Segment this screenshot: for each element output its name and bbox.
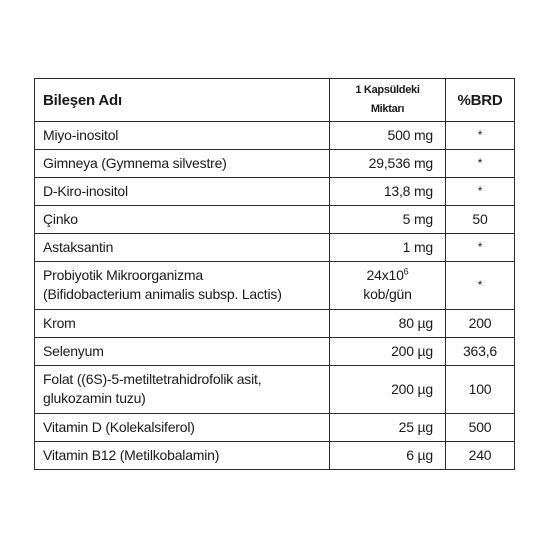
table-row	[35, 366, 515, 414]
ingredient-brd: *	[446, 234, 515, 262]
table-row	[35, 150, 515, 178]
ingredient-amount: 5 mg	[330, 206, 446, 234]
ingredient-name: Astaksantin	[35, 234, 330, 262]
ingredient-amount-line	[338, 266, 437, 285]
ingredient-amount: 29,536 mg	[330, 150, 446, 178]
ingredient-amount: 200 µg	[330, 366, 446, 414]
ingredient-amount: 500 mg	[330, 122, 446, 150]
ingredient-name: Vitamin B12 (Metilkobalamin)	[35, 442, 330, 470]
table-row	[35, 178, 515, 206]
ingredient-amount: 200 µg	[330, 338, 446, 366]
header-amount-per-capsule: 1 Kapsüldeki Miktarı	[330, 79, 446, 122]
ingredient-name: D-Kiro-inositol	[35, 178, 330, 206]
ingredient-amount: 25 µg	[330, 414, 446, 442]
ingredient-name: Çinko	[35, 206, 330, 234]
ingredient-name-line: (Bifidobacterium animalis subsp. Lactis)	[43, 286, 282, 302]
supplement-facts-table-container	[34, 78, 514, 470]
table-row	[35, 414, 515, 442]
ingredient-brd: *	[446, 150, 515, 178]
ingredient-name: Krom	[35, 310, 330, 338]
ingredient-name-line: Probiyotik Mikroorganizma	[43, 267, 203, 283]
table-row	[35, 442, 515, 470]
ingredient-amount: 13,8 mg	[330, 178, 446, 206]
ingredient-name: Gimneya (Gymnema silvestre)	[35, 150, 330, 178]
ingredient-name: Vitamin D (Kolekalsiferol)	[35, 414, 330, 442]
ingredient-amount: 80 µg	[330, 310, 446, 338]
table-row	[35, 338, 515, 366]
table-row	[35, 122, 515, 150]
ingredient-amount	[330, 262, 446, 310]
supplement-facts-table	[34, 78, 515, 470]
ingredient-amount: 6 µg	[330, 442, 446, 470]
ingredient-brd: 240	[446, 442, 515, 470]
ingredient-brd: 50	[446, 206, 515, 234]
ingredient-name-line: Folat ((6S)-5-metiltetrahidrofolik asit,	[43, 371, 262, 387]
ingredient-brd: 363,6	[446, 338, 515, 366]
table-row	[35, 310, 515, 338]
ingredient-brd: *	[446, 122, 515, 150]
amount-base: 24x10	[366, 267, 404, 283]
ingredient-name	[35, 262, 330, 310]
ingredient-amount-line: kob/gün	[363, 286, 412, 302]
ingredient-amount: 1 mg	[330, 234, 446, 262]
table-header-row	[35, 79, 515, 122]
table-row	[35, 206, 515, 234]
ingredient-name: Selenyum	[35, 338, 330, 366]
ingredient-name-line: glukozamin tuzu)	[43, 390, 146, 406]
ingredient-brd: *	[446, 262, 515, 310]
ingredient-brd: *	[446, 178, 515, 206]
table-row	[35, 262, 515, 310]
amount-exponent: 6	[403, 266, 409, 277]
ingredient-brd: 200	[446, 310, 515, 338]
header-brd-percent: %BRD	[446, 79, 515, 122]
ingredient-name	[35, 366, 330, 414]
header-ingredient-name: Bileşen Adı	[35, 79, 330, 122]
table-row	[35, 234, 515, 262]
ingredient-brd: 500	[446, 414, 515, 442]
ingredient-name: Miyo-inositol	[35, 122, 330, 150]
ingredient-brd: 100	[446, 366, 515, 414]
